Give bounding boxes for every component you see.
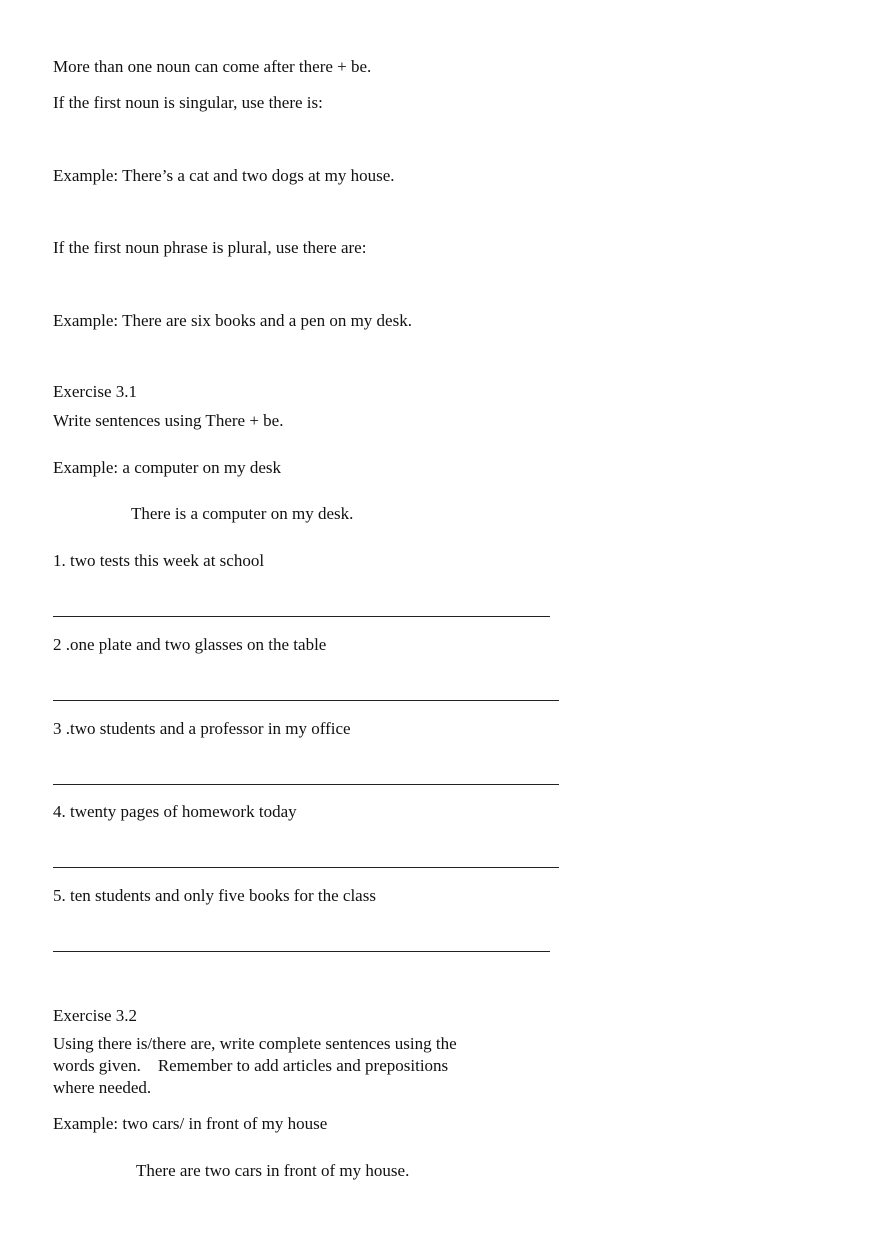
exercise-3-2-instruction-line-2: words given. Remember to add articles and prepositions [53,1056,449,1075]
answer-line-2[interactable] [53,700,559,701]
intro-line-1: More than one noun can come after there + be. [53,57,372,76]
exercise-3-1-item-1: 1. two tests this week at school [53,551,265,570]
exercise-3-2-instruction-line-3: where needed. [53,1078,152,1097]
intro-line-3: If the first noun phrase is plural, use there are: [53,238,367,257]
exercise-3-2-title: Exercise 3.2 [53,1006,138,1025]
intro-line-2: If the first noun is singular, use there is: [53,93,323,112]
exercise-3-1-instruction: Write sentences using There + be. [53,411,284,430]
answer-line-4[interactable] [53,867,559,868]
exercise-3-1-item-4: 4. twenty pages of homework today [53,802,297,821]
answer-line-3[interactable] [53,784,559,785]
exercise-3-1-item-2: 2 .one plate and two glasses on the table [53,635,327,654]
exercise-3-1-title: Exercise 3.1 [53,382,138,401]
exercise-3-2-example-prompt: Example: two cars/ in front of my house [53,1114,328,1133]
answer-line-5[interactable] [53,951,550,952]
exercise-3-2-instruction-line-1: Using there is/there are, write complete sentences using the [53,1034,457,1053]
exercise-3-1-example-answer: There is a computer on my desk. [131,504,354,523]
intro-example-1: Example: There’s a cat and two dogs at my house. [53,166,395,185]
exercise-3-1-example-prompt: Example: a computer on my desk [53,458,282,477]
intro-example-2: Example: There are six books and a pen on my desk. [53,311,412,330]
exercise-3-1-item-3: 3 .two students and a professor in my office [53,719,351,738]
exercise-3-2-example-answer: There are two cars in front of my house. [136,1161,410,1180]
exercise-3-1-item-5: 5. ten students and only five books for the class [53,886,376,905]
answer-line-1[interactable] [53,616,550,617]
